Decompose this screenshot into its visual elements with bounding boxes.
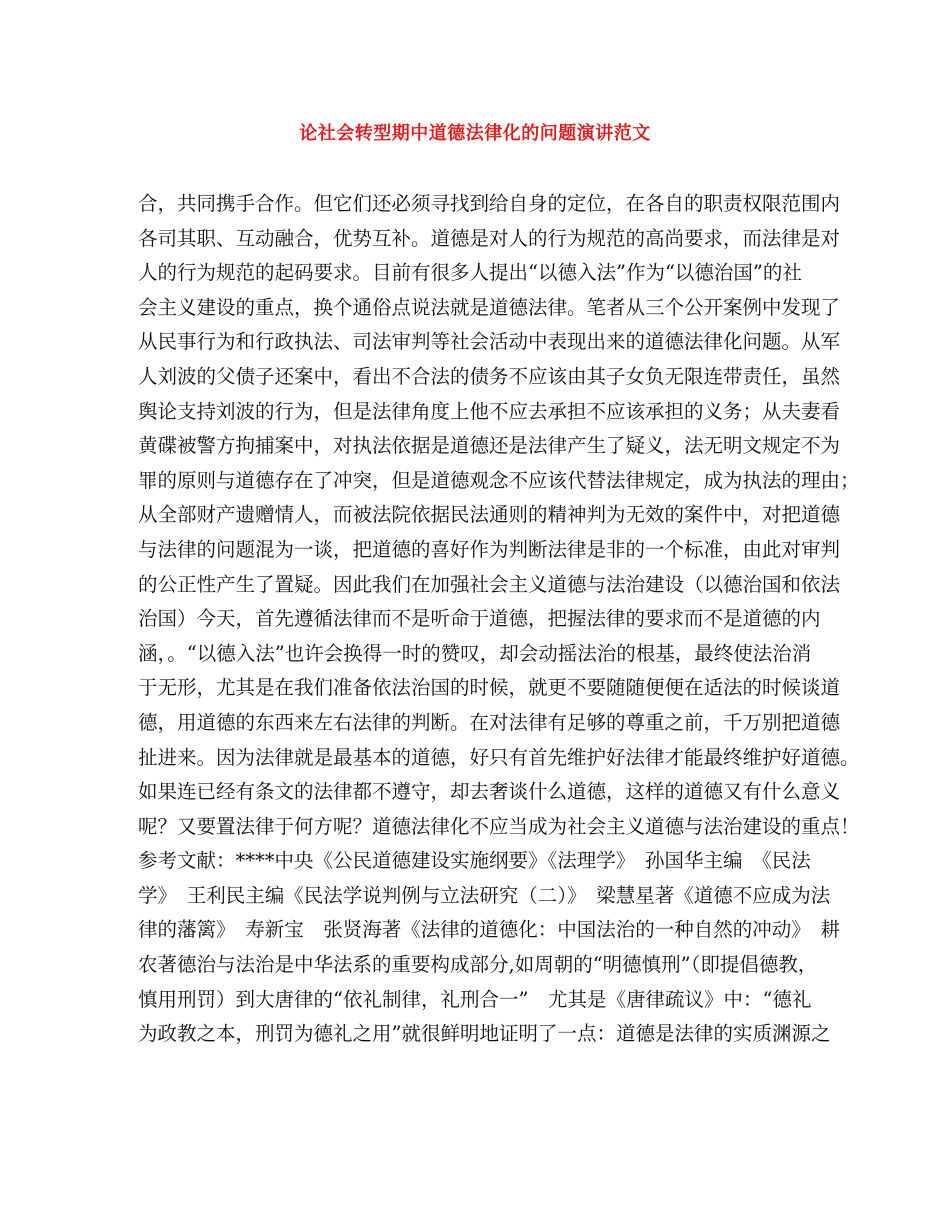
body-line: 德，用道德的东西来左右法律的判断。在对法律有足够的尊重之前，千万别把道德 bbox=[138, 710, 841, 734]
body-line: 舆论支持刘波的行为，但是法律角度上他不应去承担不应该承担的义务；从夫妻看 bbox=[138, 399, 841, 423]
body-line: 治国）今天，首先遵循法律而不是听命于道德，把握法律的要求而不是道德的内 bbox=[138, 607, 821, 631]
body-line: 于无形，尤其是在我们准备依法治国的时候，就更不要随随便便在适法的时候谈道 bbox=[138, 676, 841, 700]
body-line: 会主义建设的重点，换个通俗点说法就是道德法律。笔者从三个公开案例中发现了 bbox=[138, 295, 841, 319]
body-line: 黄碟被警方拘捕案中，对执法依据是道德还是法律产生了疑义，法无明文规定不为 bbox=[138, 434, 841, 458]
body-line: 从民事行为和行政执法、司法审判等社会活动中表现出来的道德法律化问题。从军 bbox=[138, 330, 841, 354]
body-line: 扯进来。因为法律就是最基本的道德，好只有首先维护好法律才能最终维护好道德。 bbox=[138, 745, 860, 769]
body-line: 呢？又要置法律于何方呢？道德法律化不应当成为社会主义道德与法治建设的重点！ bbox=[138, 814, 860, 838]
body-line: 人的行为规范的起码要求。目前有很多人提出“以德入法”作为“以德治国”的社 bbox=[138, 261, 802, 285]
body-line: 各司其职、互动融合，优势互补。道德是对人的行为规范的高尚要求，而法律是对 bbox=[138, 226, 841, 250]
document-body bbox=[138, 187, 860, 1052]
body-line: 慎用刑罚）到大唐律的“依礼制律，礼刑合一” 尤其是《唐律疏议》中：“德礼 bbox=[138, 987, 812, 1011]
body-line: 罪的原则与道德存在了冲突，但是道德观念不应该代替法律规定，成为执法的理由； bbox=[138, 468, 860, 492]
body-line: 律的藩篱》 寿新宝 张贤海著《法律的道德化：中国法治的一种自然的冲动》 耕 bbox=[138, 918, 841, 942]
body-line: 从全部财产遗赠情人，而被法院依据民法通则的精神判为无效的案件中，对把道德 bbox=[138, 503, 841, 527]
body-line: 农著德治与法治是中华法系的重要构成部分,如周朝的“明德慎刑”（即提倡德教， bbox=[138, 953, 818, 977]
document-title: 论社会转型期中道德法律化的问题演讲范文 bbox=[299, 123, 651, 144]
body-line: 人刘波的父债子还案中，看出不合法的债务不应该由其子女负无限连带责任，虽然 bbox=[138, 364, 841, 388]
body-line: 学》 王利民主编《民法学说判例与立法研究（二）》 梁慧星著《道德不应成为法 bbox=[138, 883, 831, 907]
body-line: 为政教之本，刑罚为德礼之用”就很鲜明地证明了一点：道德是法律的实质渊源之 bbox=[138, 1022, 831, 1046]
body-line: 与法律的问题混为一谈，把道德的喜好作为判断法律是非的一个标准，由此对审判 bbox=[138, 537, 841, 561]
body-line: 参考文献：****中央《公民道德建设实施纲要》《法理学》 孙国华主编 《民法 bbox=[138, 849, 811, 873]
body-line: 的公正性产生了置疑。因此我们在加强社会主义道德与法治建设（以德治国和依法 bbox=[138, 572, 841, 596]
body-line: 如果连已经有条文的法律都不遵守，却去奢谈什么道德，这样的道德又有什么意义 bbox=[138, 780, 841, 804]
body-line: 合，共同携手合作。但它们还必须寻找到给自身的定位，在各自的职责权限范围内 bbox=[138, 192, 841, 215]
body-line: 涵，。“以德入法”也许会换得一时的赞叹，却会动摇法治的根基，最终使法治消 bbox=[138, 641, 812, 665]
